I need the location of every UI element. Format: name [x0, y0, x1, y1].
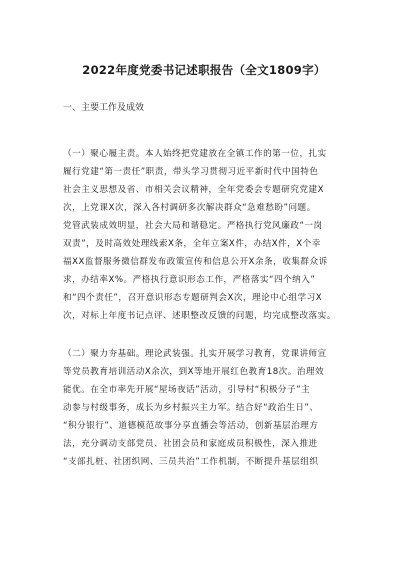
paragraph-line: （一）聚心履主责。本人始终把党建放在全镇工作的第一位，扎实: [63, 149, 327, 159]
paragraph-line: 法，充分调动支部党员、社团会员和家庭成员积极性，深入推进: [63, 439, 318, 449]
paragraph-line: 动参与村级事务，成长为乡村振兴主力军。结合好“政治生日”、: [63, 403, 319, 413]
paragraph-line: 次，对标上年度书记点评、述职整改反馈的问题，均完成整改落实。: [63, 311, 336, 321]
paragraph-line: 能优。在全市率先开展“屋场夜话”活动，引导村“积极分子”主: [63, 385, 311, 395]
paragraph-line: 党管武装成效明显，社会大局和谐稳定。严格执行党风廉政“一岗: [63, 221, 323, 231]
paragraph-line: 福XX监督服务微信群发布政策宣传和信息公开X余条，收集群众诉: [63, 257, 328, 267]
paragraph-line: 双责”，及时高效处理线索X条，全年立案X件，办结X件，X个幸: [63, 239, 321, 249]
paragraph-line: 等党员教育培训活动X余次，到X等地开展红色教育18次。治理效: [63, 367, 325, 377]
paragraph-line: 求，办结率X%。严格执行意识形态工作，严格落实“四个纳入”: [63, 275, 316, 285]
section-heading: 一、主要工作及成效: [63, 103, 145, 113]
paragraph-line: 社会主义思想及省、市相关会议精神，全年党委会专题研究党建X: [63, 185, 325, 195]
paragraph-line: 履行党建“第一责任”职责，带头学习贯彻习近平新时代中国特色: [63, 167, 319, 177]
paragraph-line: “积分银行”、道德模范故事分享直播会等活动，创新基层治理方: [63, 421, 319, 431]
paragraph-line: 和“四个责任”，召开意识形态专题研判会X次，理论中心组学习X: [63, 293, 323, 303]
paragraph-line: （二）聚力夯基础。理论武装强。扎实开展学习教育，党课讲师宣: [63, 349, 327, 359]
paragraph-line: “支部扎桩、社团织网、三员共治”工作机制，不断提升基层组织: [63, 457, 319, 467]
document-title: 2022年度党委书记述职报告（全文1809字）: [82, 63, 326, 77]
paragraph-line: 次，上党课X次，深入各村调研多次解决群众“急难愁盼”问题。: [63, 203, 316, 213]
